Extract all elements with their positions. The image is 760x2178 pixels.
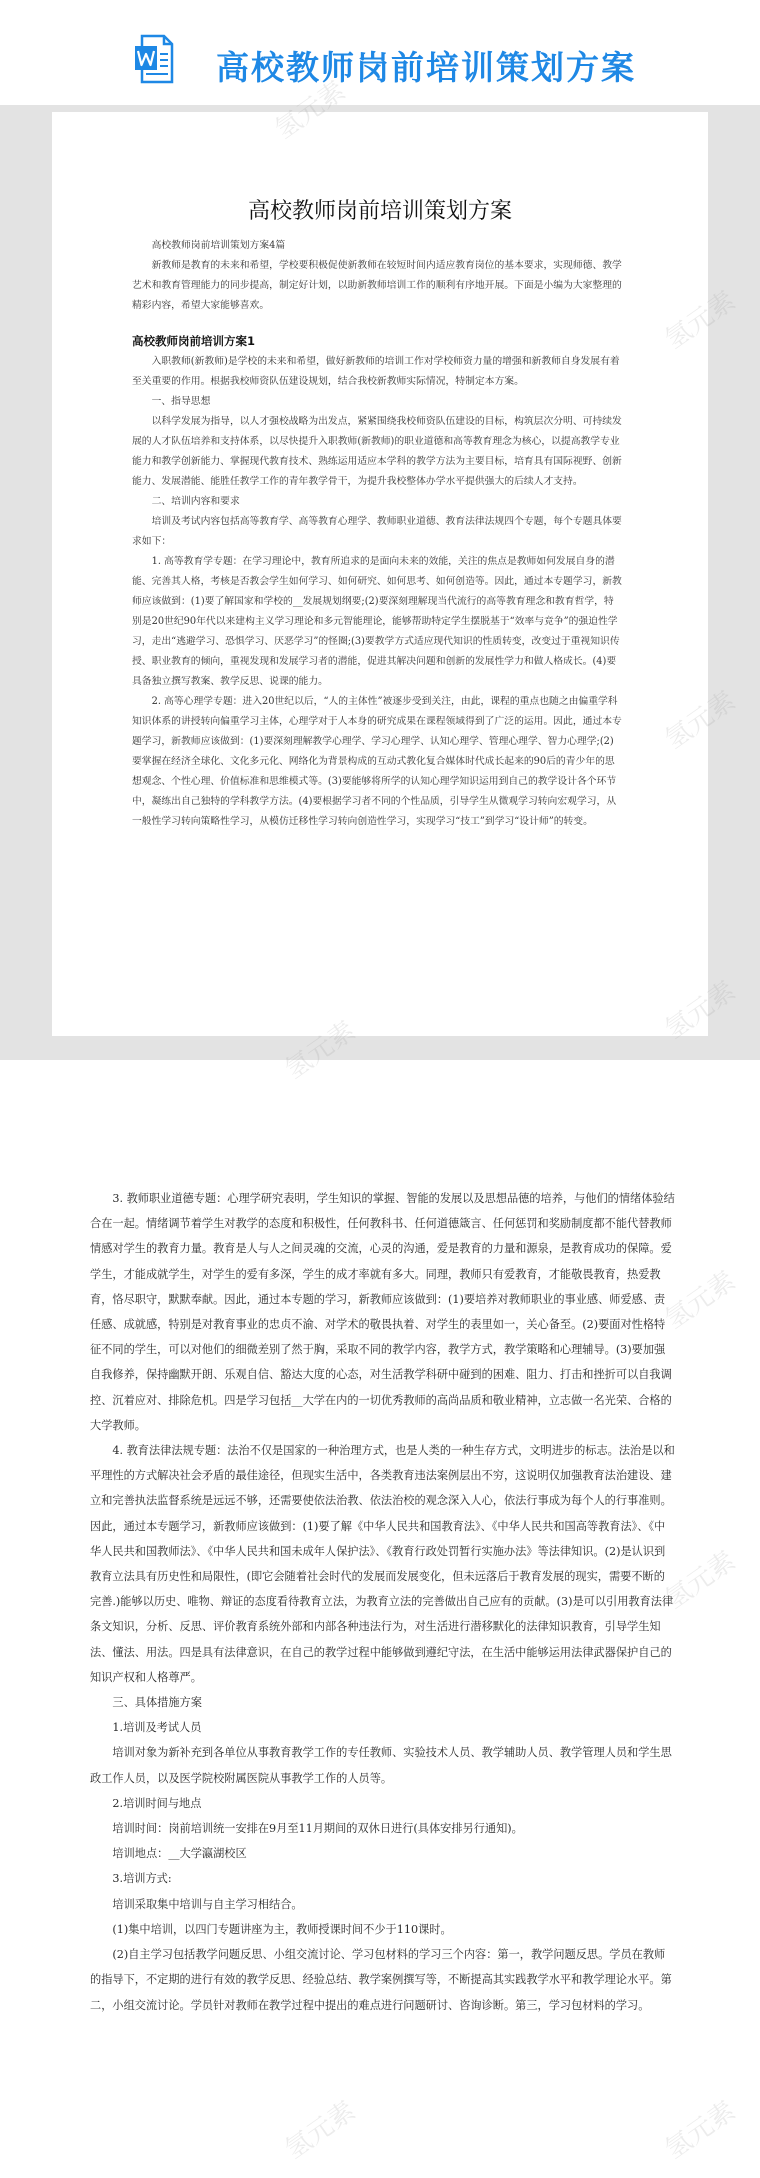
subheading: 二、培训内容和要求 <box>151 496 240 507</box>
watermark: 氢元素 <box>659 1545 741 1616</box>
watermark: 氢元素 <box>269 75 351 146</box>
paragraph: (2)自主学习包括教学问题反思、小组交流讨论、学习包材料的学习三个内容：第一，教学问题反思。学员在教师的指导下，不定期的进行有效的教学反思、经验总结、教学案例撰写等，不断提高其实践教学水平和教学理论水平。第二，小组交流讨论。学员针对教师在教学过程中提出的难点进行问题研讨、咨询诊断。第三，学习包材料的学习。 <box>90 1948 672 2012</box>
banner-title: 高校教师岗前培训策划方案 <box>216 48 636 87</box>
document-page-2 <box>90 1186 675 2018</box>
banner-header <box>0 0 760 105</box>
document-title: 高校教师岗前培训策划方案 <box>247 199 512 224</box>
intro-subtitle: 高校教师岗前培训策划方案4篇 <box>151 240 286 251</box>
top-banner <box>0 0 760 1086</box>
paragraph: (1)集中培训，以四门专题讲座为主，教师授课时间不少于110课时。 <box>112 1922 452 1936</box>
subheading: 一、指导思想 <box>151 396 211 407</box>
paragraph: 培训对象为新补充到各单位从事教育教学工作的专任教师、实验技术人员、教学辅助人员、教学管理人员和学生思政工作人员，以及医学院校附属医院从事教学工作的人员等。 <box>90 1746 672 1785</box>
watermark: 氢元素 <box>659 1265 741 1336</box>
page-1-body <box>132 236 622 832</box>
paragraph: 4. 教育法律法规专题：法治不仅是国家的一种治理方式，也是人类的一种生存方式，文明进步的标志。法治是以和平理性的方式解决社会矛盾的最佳途径，但现实生活中，各类教育违法案例层出不穷，这说明仅加强教育法治建设、建立和完善执法监督系统是远远不够，还需要使依法治教、依法治校的观念深入人心，依法行事成为每个人的行事准则。因此，通过本专题学习，新教师应该做到：(1)要了解《中华人民共和国教育法》、《中华人民共和国高等教育法》、《中华人民共和国教师法》、《中华人民共和国未成年人保护法》、《教育行政处罚暂行实施办法》等法律知识。(2)是认识到教育立法具有历史性和局限性，(即它会随着社会时代的发展而发展变化，但未远落后于教育发展的现实，需要不断的完善.)能够以历史、唯物、辩证的态度看待教育立法，为教育立法的完善做出自己应有的贡献。(3)是可以引用教育法律条文知识，分析、反思、评价教育系统外部和内部各种违法行为，对生活进行潜移默化的法律知识教育，引导学生知法、懂法、用法。四是具有法律意识，在自己的教学过程中能够做到遵纪守法，在生活中能够运用法律武器保护自己的知识产权和人格尊严。 <box>90 1444 675 1684</box>
subheading: 3.培训方式: <box>112 1872 172 1886</box>
subheading: 1.培训及考试人员 <box>112 1721 202 1735</box>
paragraph: 培训采取集中培训与自主学习相结合。 <box>112 1897 303 1911</box>
intro-paragraph: 新教师是教育的未来和希望，学校要积极促使新教师在较短时间内适应教育岗位的基本要求，实现师德、教学艺术和教育管理能力的同步提高，制定好计划，以助新教师培训工作的顺利有序地开展。下面是小编为大家整理的精彩内容，希望大家能够喜欢。 <box>132 260 622 311</box>
paragraph: 3. 教师职业道德专题：心理学研究表明，学生知识的掌握、智能的发展以及思想品德的培养，与他们的情绪体验结合在一起。情绪调节着学生对教学的态度和积极性，任何教科书、任何道德箴言、任何惩罚和奖励制度都不能代替教师情感对学生的教育力量。教育是人与人之间灵魂的交流，心灵的沟通，爱是教育的力量和源泉，是教育成功的保障。爱学生，才能成就学生，对学生的爱有多深，学生的成才率就有多大。同理，教师只有爱教育，才能敬畏教育，热爱教育，恪尽职守，默默奉献。因此，通过本专题的学习，新教师应该做到：(1)要培养对教师职业的事业感、师爱感、责任感、成就感，特别是对教育事业的忠贞不渝、对学术的敬畏执着、对学生的表里如一，关心备至。(2)要面对性格特征不同的学生，可以对他们的细微差别了然于胸，采取不同的教学内容，教学方式，教学策略和心理辅导。(3)要加强自我修养，保持幽默开朗、乐观自信、豁达大度的心态，对生活教学科研中碰到的困难、阻力、打击和挫折可以自我调控、沉着应对、排除危机。四是学习包括__大学在内的一切优秀教师的高尚品质和敬业精神，立志做一名光荣、合格的大学教师。 <box>90 1192 675 1432</box>
paragraph: 以科学发展为指导，以人才强校战略为出发点，紧紧围绕我校师资队伍建设的目标，构筑层次分明、可持续发展的人才队伍培养和支持体系，以尽快提升入职教师(新教师)的职业道德和高等教育理念为核心，以提高教学专业能力和教学创新能力、掌握现代教育技术、熟练运用适应本学科的教学方法为主要目标，培育具有国际视野、创新能力、发展潜能、能胜任教学工作的青年教学骨干，为提升我校整体办学水平提供强大的后续人才支持。 <box>132 416 622 487</box>
watermark: 氢元素 <box>279 2095 361 2166</box>
paragraph: 2. 高等心理学专题：进入20世纪以后，“人的主体性”被逐步受到关注，由此，课程的重点也随之由偏重学科知识体系的讲授转向偏重学习主体，心理学对于人本身的研究成果在课程领域得到了广泛的运用。因此，通过本专题学习，新教师应该做到：(1)要深刻理解教学心理学、学习心理学、认知心理学、管理心理学、智力心理学;(2)要掌握在经济全球化、文化多元化、网络化为背景构成的互动式教化复合媒体时代成长起来的90后的青少年的思想观念、个性心理、价值标准和思维模式等。(3)要能够将所学的认知心理学知识运用到自己的教学设计各个环节中，凝练出自己独特的学科教学方法。(4)要根据学习者不同的个性品质，引导学生从微观学习转向宏观学习，从一般性学习转向策略性学习，从模仿迁移性学习转向创造性学习，实现学习“技工”到学习“设计师”的转变。 <box>132 696 622 827</box>
document-page-1 <box>52 112 708 1036</box>
subheading: 2.培训时间与地点 <box>112 1796 202 1810</box>
paragraph: 培训地点：__大学瀛湖校区 <box>112 1847 247 1861</box>
paragraph: 培训及考试内容包括高等教育学、高等教育心理学、教师职业道德、教育法律法规四个专题，每个专题具体要求如下： <box>132 516 622 547</box>
subheading: 三、具体措施方案 <box>112 1696 202 1710</box>
watermark: 氢元素 <box>659 2095 741 2166</box>
paragraph: 入职教师(新教师)是学校的未来和希望，做好新教师的培训工作对学校师资力量的增强和新教师自身发展有着至关重要的作用。根据我校师资队伍建设规划，结合我校新教师实际情况，特制定本方案。 <box>132 356 620 387</box>
paragraph: 培训时间：岗前培训统一安排在9月至11月期间的双休日进行(具体安排另行通知)。 <box>112 1822 523 1836</box>
section-heading: 高校教师岗前培训方案1 <box>132 334 256 348</box>
paragraph: 1. 高等教育学专题：在学习理论中，教育所追求的是面向未来的效能，关注的焦点是教师如何发展自身的潜能、完善其人格，考核是否教会学生如何学习、如何研究、如何思考、如何创造等。因此，通过本专题学习，新教师应该做到：(1)要了解国家和学校的__发展规划纲要;(2)要深刻理解现当代流行的高等教育理念和教育哲学，特别是20世纪90年代以来建构主义学习理论和多元智能理论，能够帮助特定学生摆脱基于“效率与竞争”的强迫性学习，走出“逃避学习、恐惧学习、厌恶学习”的怪圈;(3)要教学方式适应现代知识的性质转变，改变过于重视知识传授、职业教育的倾向，重视发现和发展学习者的潜能，促进其解决问题和创新的发展性学力和做人格成长。(4)要具备独立撰写教案、教学反思、说课的能力。 <box>132 556 622 687</box>
watermark: 氢元素 <box>279 1015 361 1086</box>
word-document-icon <box>134 34 174 84</box>
